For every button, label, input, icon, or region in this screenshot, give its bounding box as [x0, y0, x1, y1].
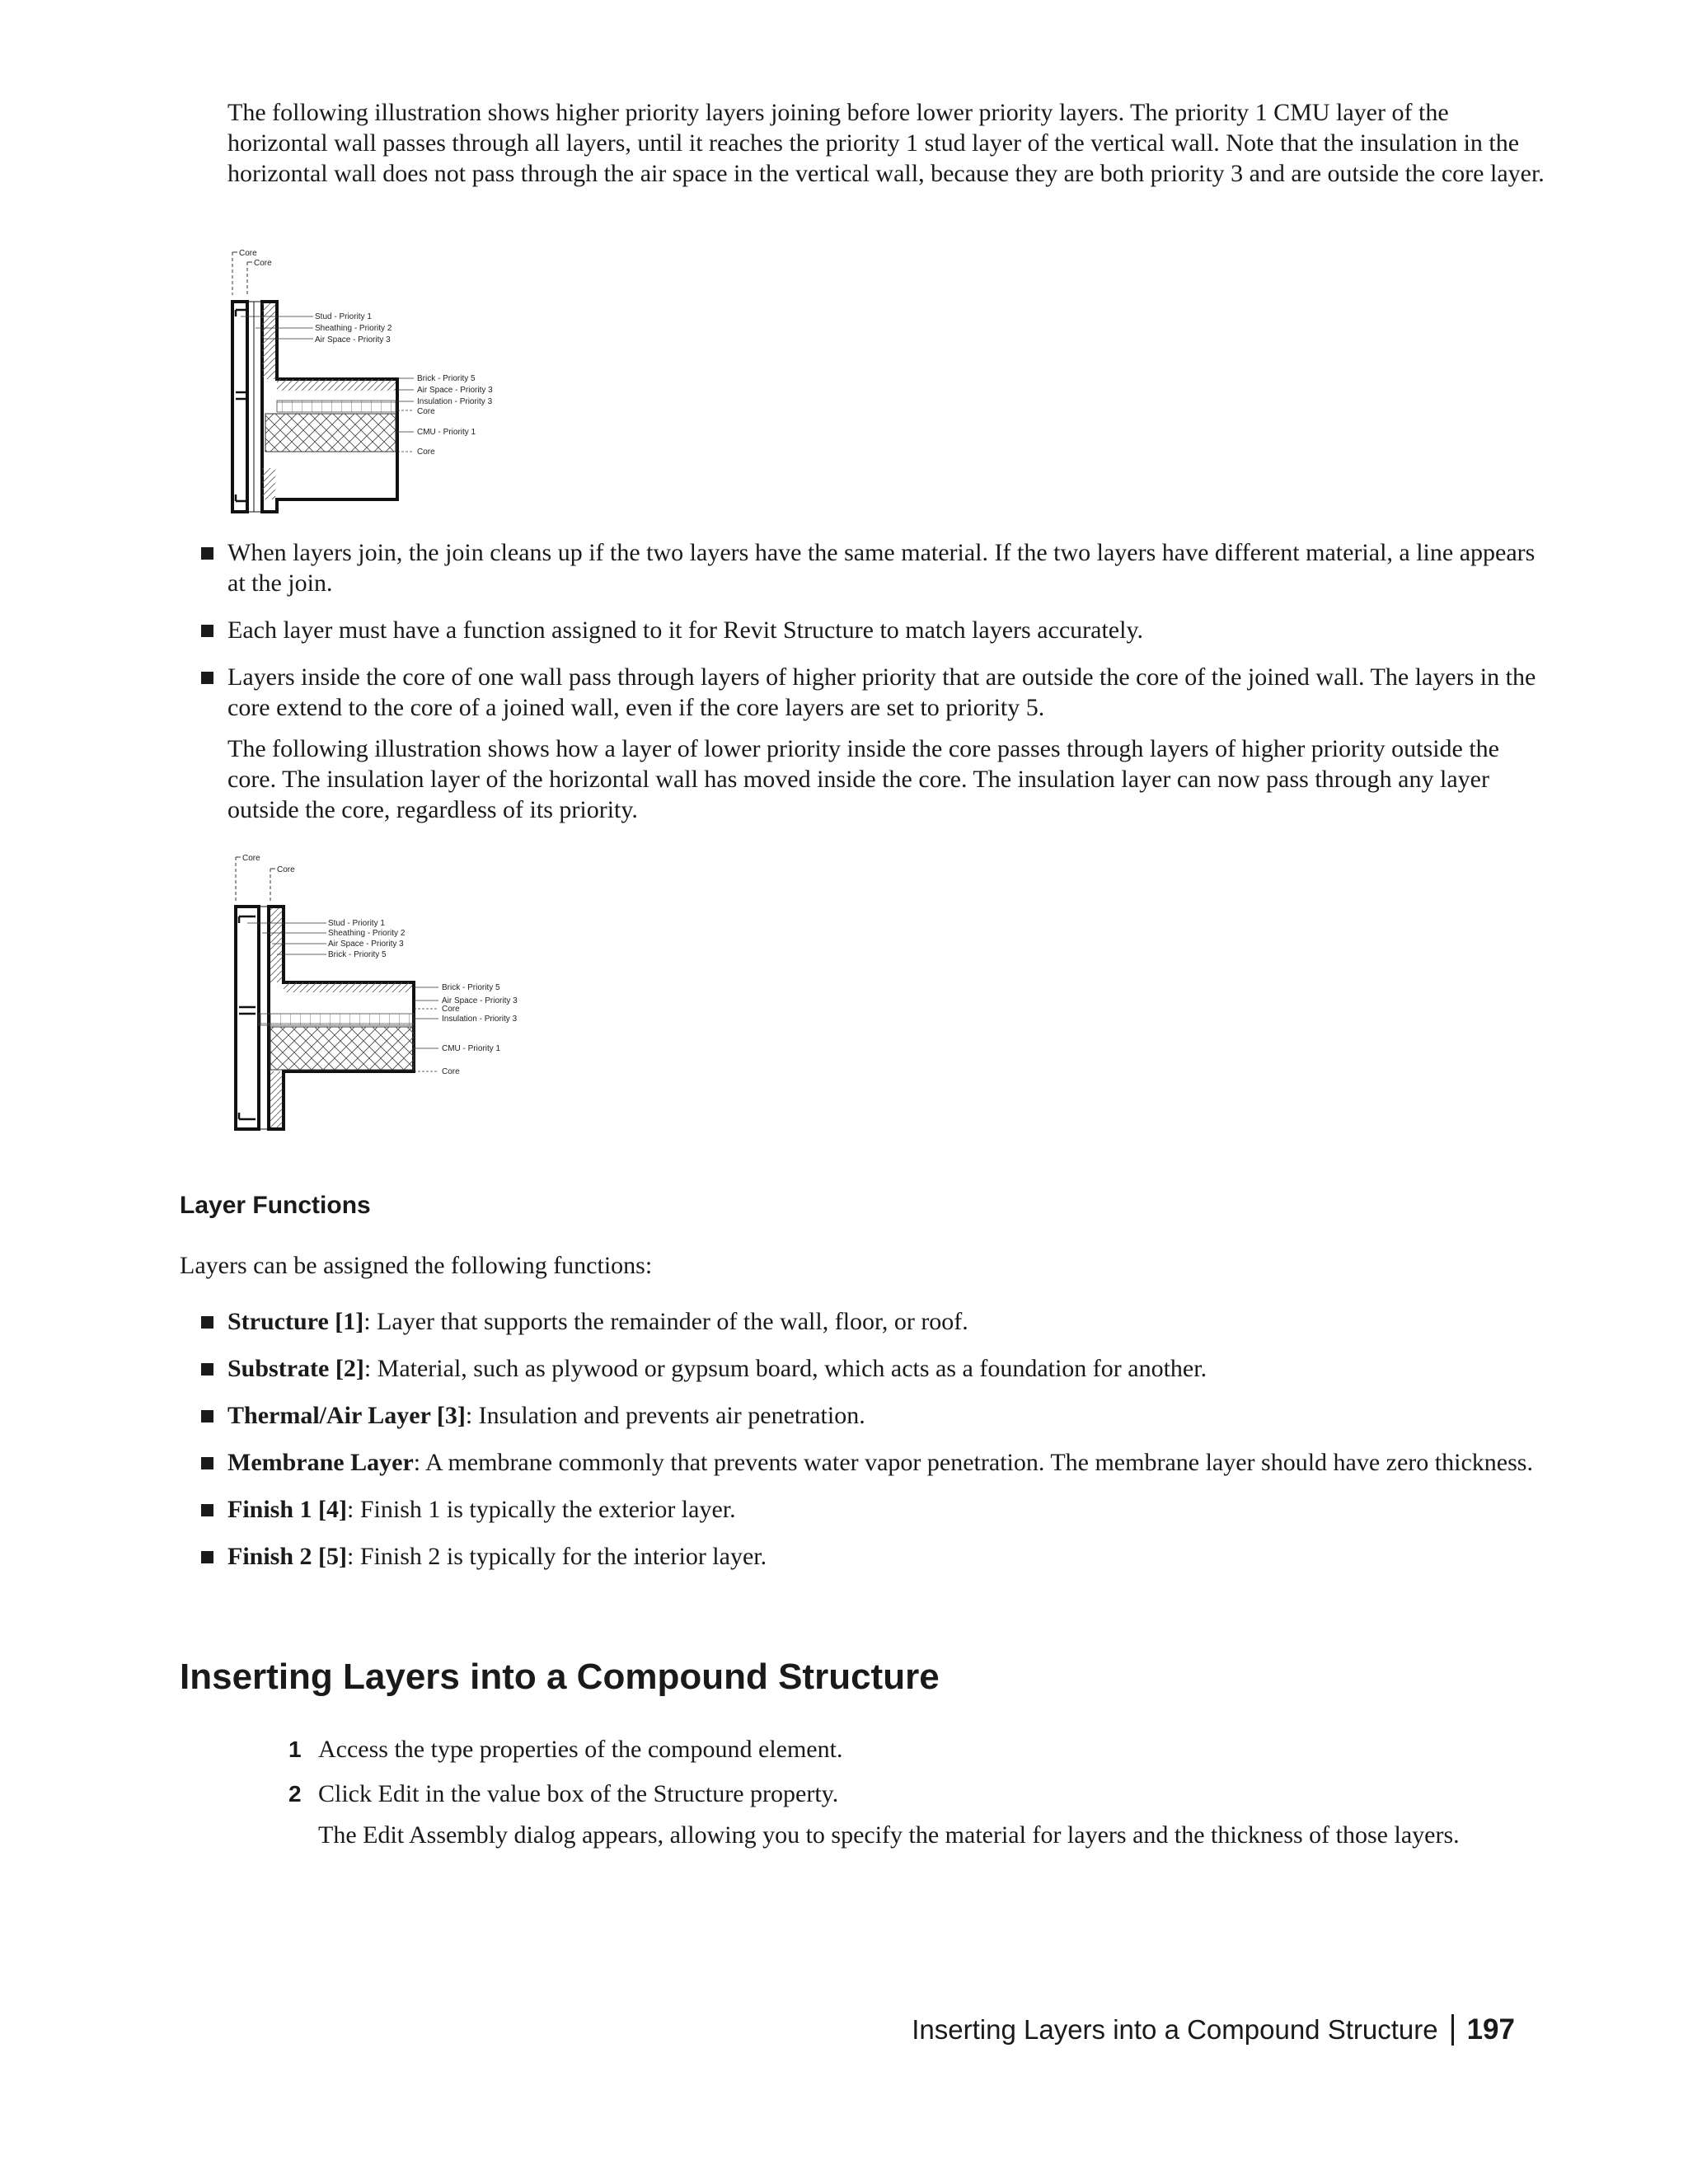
step2-note: The Edit Assembly dialog appears, allowing you to specify the material for layers and the thickness of those layers.	[318, 1821, 1460, 1849]
step-item: 2 Click Edit in the value box of the Structure property.	[288, 1780, 839, 1807]
list-item: When layers join, the join cleans up if the two layers have the same material. If the two layers have different material, a line appears at the join.	[198, 537, 1550, 598]
fig1-label-core-bottom: Core	[417, 448, 435, 457]
fig2-label-stud: Stud - Priority 1	[328, 919, 385, 928]
steps-list	[280, 1734, 1550, 1850]
bullet-square-icon	[201, 1410, 213, 1422]
fig1-label-insulation: Insulation - Priority 3	[417, 397, 493, 406]
wall-join-diagram-2	[231, 851, 544, 1139]
fig2-label-cmu: CMU - Priority 1	[442, 1044, 501, 1053]
bullet-square-icon	[201, 625, 213, 637]
bullet-square-icon	[201, 1457, 213, 1469]
fig1-label-core-mid: Core	[417, 407, 435, 416]
list-item: Finish 2 [5]: Finish 2 is typically for the interior layer.	[198, 1541, 1550, 1572]
list-item: Substrate [2]: Material, such as plywood or gypsum board, which acts as a foundation for another.	[198, 1353, 1550, 1384]
fig2-label-core-mid: Core	[442, 1005, 460, 1014]
bullet-square-icon	[201, 1551, 213, 1563]
footer-divider	[1451, 2014, 1454, 2046]
fig1-label-core-top-2: Core	[254, 259, 272, 268]
step-number: 1	[288, 1736, 302, 1762]
list-item: Each layer must have a function assigned to it for Revit Structure to match layers accurately.	[198, 615, 1550, 645]
fig1-label-stud: Stud - Priority 1	[315, 312, 372, 321]
footer-title: Inserting Layers into a Compound Structure	[912, 2014, 1438, 2045]
fig2-label-insulation: Insulation - Priority 3	[442, 1015, 518, 1024]
fig2-label-brick-h: Brick - Priority 5	[442, 983, 500, 992]
step-number: 2	[288, 1781, 302, 1807]
join-rules-list	[198, 537, 1550, 739]
list-item: Layers inside the core of one wall pass through layers of higher priority that are outside the core of the joined wall. The layers in the core extend to the core of a joined wall, even if the core layers are set to priority 5.	[198, 662, 1550, 723]
bullet-square-icon	[201, 1316, 213, 1329]
bullet-square-icon	[201, 672, 213, 684]
fig2-label-brick-v: Brick - Priority 5	[328, 950, 387, 959]
section-heading: Inserting Layers into a Compound Structure	[180, 1657, 940, 1697]
layer-functions-intro: Layers can be assigned the following functions:	[180, 1252, 653, 1279]
fig1-label-brick: Brick - Priority 5	[417, 374, 476, 383]
fig2-label-core-top-1: Core	[242, 854, 260, 863]
core-paragraph: The following illustration shows how a layer of lower priority inside the core passes through layers of higher priority outside the core. The insulation layer of the horizontal wall has moved inside the core. The insulation layer can now pass through any layer outside the core, regardless of its priority.	[227, 735, 1499, 823]
fig2-label-core-bottom: Core	[442, 1067, 460, 1076]
list-item: Thermal/Air Layer [3]: Insulation and prevents air penetration.	[198, 1400, 1550, 1431]
fig1-label-core-top-1: Core	[239, 249, 257, 258]
intro-paragraph: The following illustration shows higher priority layers joining before lower priority layers. The priority 1 CMU layer of the horizontal wall passes through all layers, until it reaches the priority 1 stud layer of the vertical wall. Note that the insulation in the horizontal wall does not pass through the air space in the vertical wall, because they are both priority 3 and are outside the core layer.	[227, 99, 1545, 187]
fig1-label-sheathing: Sheathing - Priority 2	[315, 324, 392, 333]
fig2-label-core-top-2: Core	[277, 865, 295, 874]
wall-join-diagram-1	[223, 246, 519, 518]
fig2-label-sheathing: Sheathing - Priority 2	[328, 929, 406, 938]
bullet-square-icon	[201, 1504, 213, 1516]
fig1-label-air-space-v: Air Space - Priority 3	[315, 335, 391, 344]
fig1-label-air-space-h: Air Space - Priority 3	[417, 386, 493, 395]
fig2-label-air-space-h: Air Space - Priority 3	[442, 996, 518, 1005]
page-footer	[912, 2013, 1515, 2046]
list-item: Finish 1 [4]: Finish 1 is typically the exterior layer.	[198, 1494, 1550, 1525]
layer-functions-heading: Layer Functions	[180, 1192, 371, 1219]
fig2-label-air-space-v: Air Space - Priority 3	[328, 940, 404, 949]
bullet-square-icon	[201, 547, 213, 560]
step-item: 1 Access the type properties of the compound element.	[288, 1736, 843, 1763]
page-number: 197	[1466, 2013, 1515, 2046]
list-item: Structure [1]: Layer that supports the remainder of the wall, floor, or roof.	[198, 1306, 1550, 1337]
list-item: Membrane Layer: A membrane commonly that prevents water vapor penetration. The membrane layer should have zero thickness.	[198, 1447, 1550, 1478]
bullet-square-icon	[201, 1363, 213, 1376]
fig1-label-cmu: CMU - Priority 1	[417, 428, 476, 437]
layer-functions-list	[198, 1306, 1550, 1588]
